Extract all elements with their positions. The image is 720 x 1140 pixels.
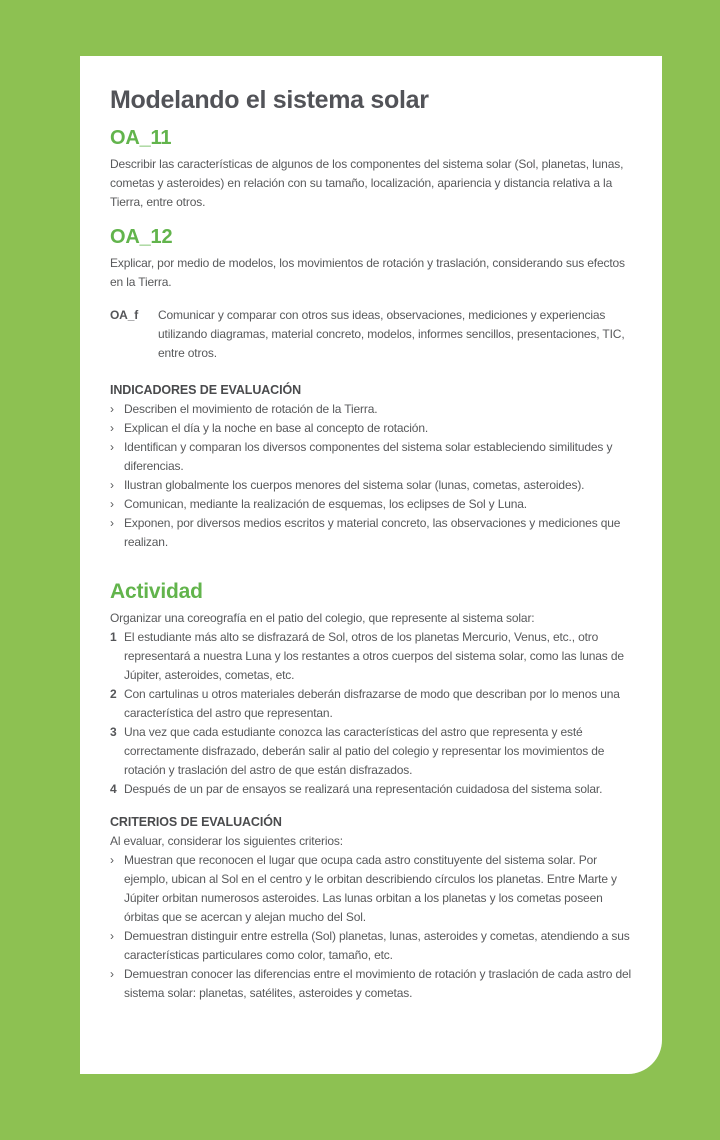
step-text: Con cartulinas u otros materiales deberán disfrazarse de modo que describan por lo menos una característica del astro que representan.	[124, 687, 620, 720]
step-text: Después de un par de ensayos se realizará una representación cuidadosa del sistema solar.	[124, 782, 603, 796]
step-item	[110, 780, 636, 799]
list-item-text: Demuestran distinguir entre estrella (Sol) planetas, lunas, asteroides y cometas, atendiendo a sus características particulares como color, tamaño, etc.	[124, 929, 630, 962]
step-item	[110, 628, 636, 685]
step-text: El estudiante más alto se disfrazará de Sol, otros de los planetas Mercurio, Venus, etc., otro representará a nuestra Luna y los restantes a otros cuerpos del sistema solar, como las lunas de Júpiter, asteroides, cometas, etc.	[124, 630, 624, 682]
criterios-list	[110, 851, 636, 1003]
bullet-icon: ›	[110, 929, 114, 943]
list-item	[110, 438, 636, 476]
oa12-description: Explicar, por medio de modelos, los movimientos de rotación y traslación, considerando sus efectos en la Tierra.	[110, 256, 625, 289]
page-title: Modelando el sistema solar	[110, 86, 429, 114]
list-item-text: Comunican, mediante la realización de esquemas, los eclipses de Sol y Luna.	[124, 497, 527, 511]
oa11-heading: OA_11	[110, 127, 172, 149]
oa11-description: Describir las características de algunos de los componentes del sistema solar (Sol, planetas, lunas, cometas y asteroides) en relación con su tamaño, localización, apariencia y distancia relativa a la Tierra, entre otros.	[110, 157, 624, 209]
bullet-icon: ›	[110, 497, 114, 511]
bullet-icon: ›	[110, 967, 114, 981]
oa-f-description: Comunicar y comparar con otros sus ideas, observaciones, mediciones y experiencias utilizando diagramas, material concreto, modelos, informes sencillos, presentaciones, TIC, entre otros.	[158, 308, 625, 360]
content-card	[80, 56, 662, 1074]
indicadores-list	[110, 400, 636, 552]
list-item	[110, 476, 636, 495]
list-item-text: Ilustran globalmente los cuerpos menores del sistema solar (lunas, cometas, asteroides).	[124, 478, 585, 492]
list-item-text: Explican el día y la noche en base al concepto de rotación.	[124, 421, 429, 435]
list-item-text: Muestran que reconocen el lugar que ocupa cada astro constituyente del sistema solar. Por ejemplo, ubican al Sol en el centro y le orbitan describiendo círculos los planetas. Entre Marte y Júpiter orbitan numerosos asteroides. Las lunas orbitan a los planetas y los cometas poseen órbitas que se acercan y alejan mucho del Sol.	[124, 853, 617, 924]
bullet-icon: ›	[110, 478, 114, 492]
criterios-intro: Al evaluar, considerar los siguientes criterios:	[110, 834, 343, 848]
bullet-icon: ›	[110, 440, 114, 454]
step-text: Una vez que cada estudiante conozca las características del astro que representa y esté correctamente disfrazado, deberán salir al patio del colegio y representar los movimientos de rotación y traslación del astro de que están disfrazados.	[124, 725, 605, 777]
list-item-text: Demuestran conocer las diferencias entre el movimiento de rotación y traslación de cada astro del sistema solar: planetas, satélites, asteroides y cometas.	[124, 967, 632, 1000]
indicadores-heading: INDICADORES DE EVALUACIÓN	[110, 383, 302, 397]
list-item	[110, 851, 636, 927]
list-item	[110, 495, 636, 514]
step-item	[110, 723, 636, 780]
oa-f-label: OA_f	[110, 308, 139, 322]
step-number: 4	[110, 782, 117, 796]
list-item-text: Describen el movimiento de rotación de la Tierra.	[124, 402, 378, 416]
list-item	[110, 400, 636, 419]
step-number: 2	[110, 687, 117, 701]
bullet-icon: ›	[110, 516, 114, 530]
bullet-icon: ›	[110, 402, 114, 416]
actividad-steps	[110, 628, 636, 799]
bullet-icon: ›	[110, 853, 114, 867]
oa-f-row	[110, 306, 636, 363]
section-indicadores	[110, 383, 636, 552]
section-actividad	[110, 580, 636, 799]
bullet-icon: ›	[110, 421, 114, 435]
actividad-heading: Actividad	[110, 580, 203, 603]
section-oa12	[110, 226, 636, 292]
list-item	[110, 965, 636, 1003]
list-item	[110, 419, 636, 438]
step-number: 3	[110, 725, 117, 739]
section-oa11	[110, 127, 636, 212]
oa12-heading: OA_12	[110, 226, 173, 248]
step-number: 1	[110, 630, 117, 644]
criterios-heading: CRITERIOS DE EVALUACIÓN	[110, 815, 282, 829]
section-criterios	[110, 815, 636, 1003]
step-item	[110, 685, 636, 723]
actividad-intro: Organizar una coreografía en el patio del colegio, que represente al sistema solar:	[110, 611, 535, 625]
list-item-text: Exponen, por diversos medios escritos y material concreto, las observaciones y mediciones que realizan.	[124, 516, 621, 549]
list-item-text: Identifican y comparan los diversos componentes del sistema solar estableciendo similitudes y diferencias.	[124, 440, 613, 473]
list-item	[110, 514, 636, 552]
list-item	[110, 927, 636, 965]
